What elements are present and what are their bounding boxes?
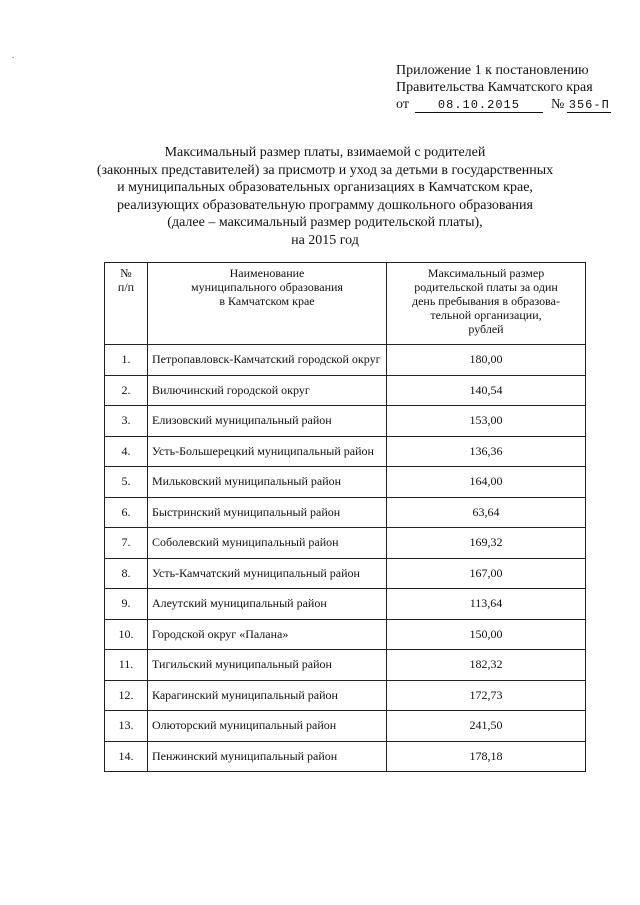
row-max-fee: 136,36 bbox=[387, 436, 586, 467]
table-row bbox=[105, 589, 586, 620]
row-number: 14. bbox=[105, 741, 148, 772]
table-row bbox=[105, 345, 586, 376]
table-row bbox=[105, 497, 586, 528]
header-max-fee bbox=[387, 263, 586, 345]
row-municipality: Олюторский муниципальный район bbox=[148, 711, 387, 742]
approval-line-2: Правительства Камчатского края bbox=[396, 80, 593, 95]
table-row bbox=[105, 741, 586, 772]
row-number: 9. bbox=[105, 589, 148, 620]
approval-date-line bbox=[396, 96, 616, 113]
table-row bbox=[105, 375, 586, 406]
row-number: 4. bbox=[105, 436, 148, 467]
row-number: 8. bbox=[105, 558, 148, 589]
row-number: 3. bbox=[105, 406, 148, 437]
row-max-fee: 178,18 bbox=[387, 741, 586, 772]
row-max-fee: 164,00 bbox=[387, 467, 586, 498]
row-number: 5. bbox=[105, 467, 148, 498]
row-municipality: Мильковский муниципальный район bbox=[148, 467, 387, 498]
date-value: 08.10.2015 bbox=[415, 99, 543, 113]
header-line: родительской платы за один bbox=[414, 280, 558, 294]
row-municipality: Быстринский муниципальный район bbox=[148, 497, 387, 528]
row-number: 10. bbox=[105, 619, 148, 650]
row-municipality: Елизовский муниципальный район bbox=[148, 406, 387, 437]
table-row bbox=[105, 528, 586, 559]
row-max-fee: 241,50 bbox=[387, 711, 586, 742]
header-line: муниципального образования bbox=[191, 280, 343, 294]
table-row bbox=[105, 711, 586, 742]
header-line: рублей bbox=[468, 322, 504, 336]
table-row bbox=[105, 436, 586, 467]
scan-mark: . bbox=[12, 50, 15, 60]
table-header-row bbox=[105, 263, 586, 345]
document-title bbox=[60, 144, 590, 249]
title-line: реализующих образовательную программу дошкольного образования bbox=[117, 197, 533, 213]
row-municipality: Городской округ «Палана» bbox=[148, 619, 387, 650]
row-number: 6. bbox=[105, 497, 148, 528]
title-line: Максимальный размер платы, взимаемой с родителей bbox=[164, 145, 486, 160]
header-line: Наименование bbox=[229, 266, 305, 280]
table-row bbox=[105, 467, 586, 498]
row-municipality: Соболевский муниципальный район bbox=[148, 528, 387, 559]
header-line: № bbox=[120, 266, 132, 280]
number-prefix: № bbox=[550, 97, 565, 112]
row-max-fee: 182,32 bbox=[387, 650, 586, 681]
fee-table bbox=[104, 262, 586, 772]
header-line: тельной организации, bbox=[430, 308, 542, 322]
row-municipality: Вилючинский городской округ bbox=[148, 375, 387, 406]
title-line: на 2015 год bbox=[291, 232, 359, 248]
title-line: (законных представителей) за присмотр и уход за детьми в государственных bbox=[96, 162, 554, 178]
row-max-fee: 150,00 bbox=[387, 619, 586, 650]
title-line: и муниципальных образовательных организациях в Камчатском крае, bbox=[117, 180, 533, 195]
row-municipality: Петропавловск-Камчатский городской округ bbox=[148, 345, 387, 376]
row-number: 13. bbox=[105, 711, 148, 742]
row-number: 12. bbox=[105, 680, 148, 711]
approval-block bbox=[396, 62, 616, 113]
row-number: 7. bbox=[105, 528, 148, 559]
row-max-fee: 167,00 bbox=[387, 558, 586, 589]
row-municipality: Карагинский муниципальный район bbox=[148, 680, 387, 711]
row-max-fee: 172,73 bbox=[387, 680, 586, 711]
table-row bbox=[105, 650, 586, 681]
date-prefix: от bbox=[396, 97, 409, 112]
row-number: 11. bbox=[105, 650, 148, 681]
table-row bbox=[105, 619, 586, 650]
header-line: п/п bbox=[117, 280, 135, 294]
row-max-fee: 140,54 bbox=[387, 375, 586, 406]
row-number: 2. bbox=[105, 375, 148, 406]
row-max-fee: 63,64 bbox=[387, 497, 586, 528]
header-line: в Камчатском крае bbox=[219, 294, 315, 308]
table-row bbox=[105, 680, 586, 711]
row-max-fee: 113,64 bbox=[387, 589, 586, 620]
row-max-fee: 169,32 bbox=[387, 528, 586, 559]
row-municipality: Тигильский муниципальный район bbox=[148, 650, 387, 681]
table-row bbox=[105, 558, 586, 589]
title-line: (далее – максимальный размер родительской платы), bbox=[167, 215, 483, 230]
table-row bbox=[105, 406, 586, 437]
approval-line-1: Приложение 1 к постановлению bbox=[396, 63, 589, 78]
row-max-fee: 153,00 bbox=[387, 406, 586, 437]
number-value: 356-П bbox=[568, 98, 610, 112]
header-line: Максимальный размер bbox=[427, 266, 545, 280]
row-municipality: Усть-Камчатский муниципальный район bbox=[148, 558, 387, 589]
header-municipality bbox=[148, 263, 387, 345]
row-municipality: Пенжинский муниципальный район bbox=[148, 741, 387, 772]
row-number: 1. bbox=[105, 345, 148, 376]
header-line: день пребывания в образова- bbox=[411, 294, 561, 308]
row-max-fee: 180,00 bbox=[387, 345, 586, 376]
header-number bbox=[105, 263, 148, 345]
row-municipality: Алеутский муниципальный район bbox=[148, 589, 387, 620]
table-body bbox=[105, 345, 586, 772]
row-municipality: Усть-Большерецкий муниципальный район bbox=[148, 436, 387, 467]
